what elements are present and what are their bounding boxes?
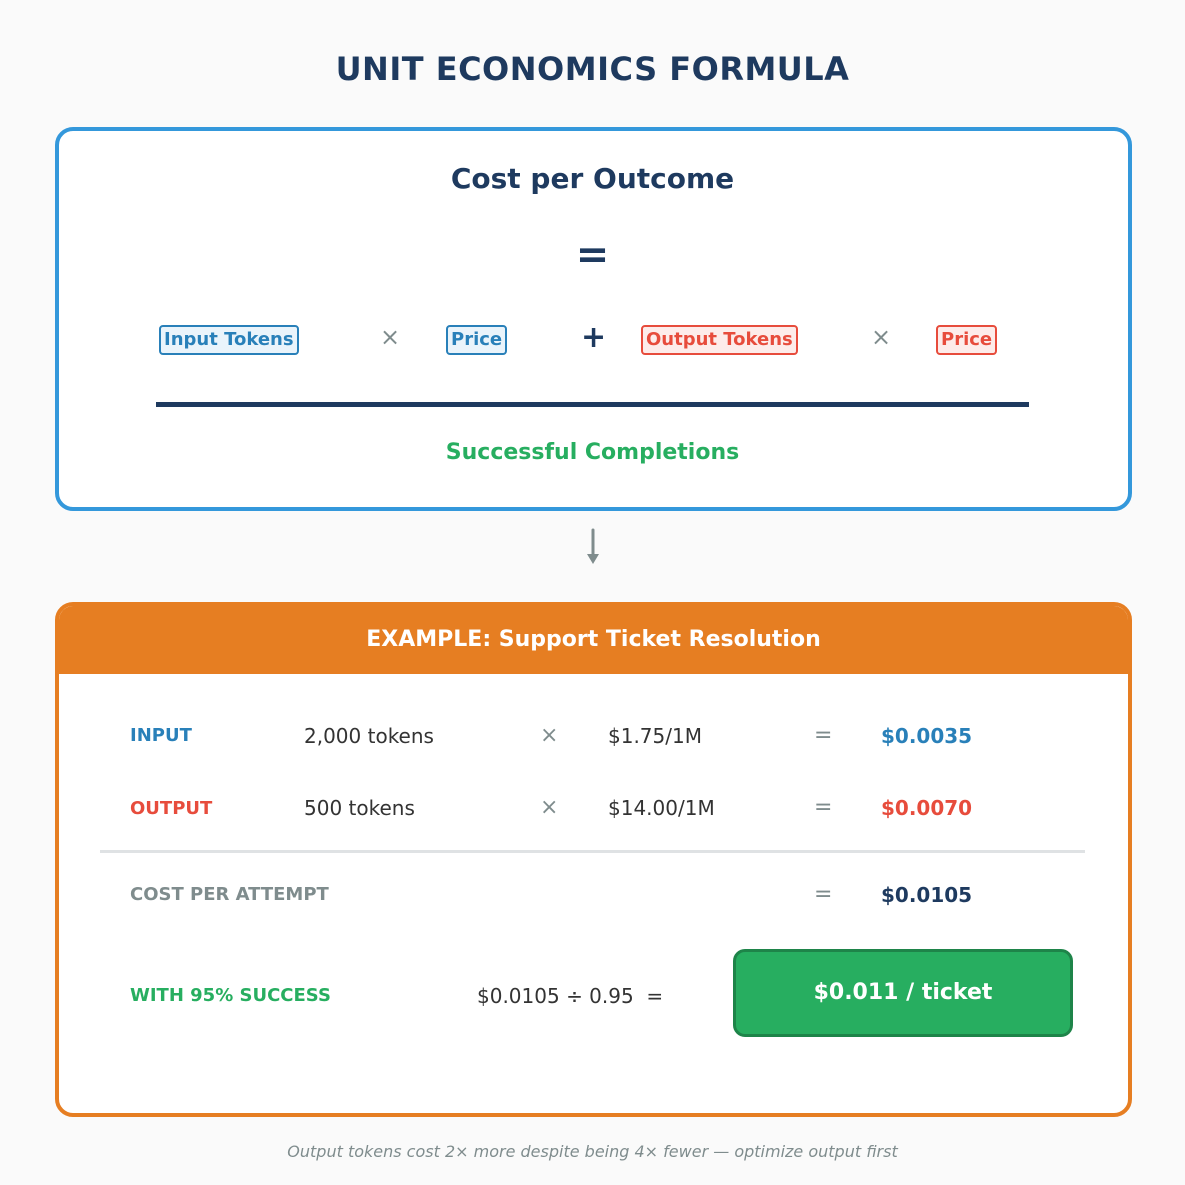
example-card (55, 602, 1132, 1117)
output-row-result: $0.0070 (881, 796, 973, 820)
formula-denominator: Successful Completions (445, 440, 740, 465)
output-row-price: $14.00/1M (608, 796, 715, 820)
multiply-sign: × (871, 323, 892, 351)
input-row-result: $0.0035 (881, 724, 973, 748)
example-header: EXAMPLE: Support Ticket Resolution (59, 606, 1128, 674)
output-row-label: OUTPUT (130, 798, 213, 819)
input-row-equals: = (814, 723, 833, 748)
output-row-equals: = (814, 795, 833, 820)
input-tokens-term: Input Tokens (159, 325, 299, 355)
fraction-bar (156, 402, 1029, 407)
divider (100, 850, 1085, 853)
cost-per-attempt-result: $0.0105 (881, 883, 973, 907)
input-row-multiply: × (540, 723, 559, 748)
cost-per-attempt-label: COST PER ATTEMPT (130, 884, 329, 905)
formula-heading: Cost per Outcome (450, 162, 735, 195)
footnote: Output tokens cost 2× more despite being 4× fewer — optimize output first (287, 1142, 898, 1161)
page-title: UNIT ECONOMICS FORMULA (335, 50, 850, 88)
output-row-tokens: 500 tokens (304, 796, 415, 820)
plus-sign: + (581, 320, 607, 355)
input-row-label: INPUT (130, 725, 192, 746)
formula-equals-sign: = (575, 232, 610, 278)
success-label: WITH 95% SUCCESS (130, 985, 331, 1006)
cost-per-attempt-equals: = (814, 882, 833, 907)
success-calculation: $0.0105 ÷ 0.95 = (477, 984, 664, 1008)
input-row-tokens: 2,000 tokens (304, 724, 434, 748)
output-row-multiply: × (540, 795, 559, 820)
arrow-down-icon (583, 528, 603, 568)
output-tokens-term: Output Tokens (641, 325, 798, 355)
input-price-term: Price (446, 325, 507, 355)
input-row-price: $1.75/1M (608, 724, 702, 748)
output-price-term: Price (936, 325, 997, 355)
multiply-sign: × (380, 323, 401, 351)
cost-per-ticket-badge: $0.011 / ticket (733, 949, 1073, 1037)
